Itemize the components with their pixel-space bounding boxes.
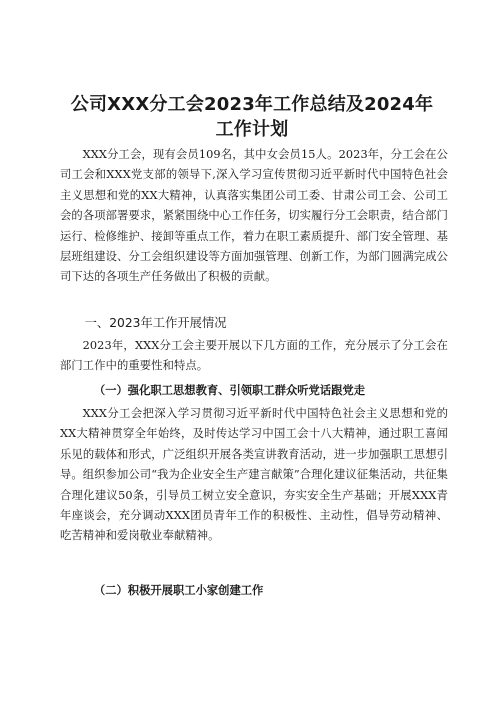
document-title — [56, 92, 448, 142]
section-heading-1: 一、2023年工作开展情况 — [84, 316, 227, 330]
subsection-heading-1: （一）强化职工思想教育、引领职工群众听党话跟党走 — [93, 383, 366, 397]
title-line-1: 公司XXX分工会2023年工作总结及2024年 — [70, 94, 434, 115]
subsection-1-paragraph: XXX分工会把深入学习贯彻习近平新时代中国特色社会主义思想和党的XX大精神贯穿全年始终，及时传达学习中国工会十八大精神，通过职工喜闻乐见的载体和形式，广泛组织开展各类宣讲教育活动，进一步加强职工思想引导。组织参加公司“我为企业安全生产建言献策”合理化建议征集活动，共征集合理化建议50条，引导员工树立安全意识，夯实安全生产基础；开展XXX青年座谈会，充分调动XXX团员青年工作的积极性、主动性，倡导劳动精神、吃苦精神和爱岗敬业奉献精神。 — [60, 407, 448, 543]
intro-paragraph: XXX分工会，现有会员109名，其中女会员15人。2023年，分工会在公司工会和XXX党支部的领导下,深入学习宣传贯彻习近平新时代中国特色社会主义思想和党的XX大精神，认真落实集团公司工委、甘肃公司工会、公司工会的各项部署要求，紧紧围绕中心工作任务，切实履行分工会职责，结合部门运行、检修维护、接卸等重点工作，着力在职工素质提升、部门安全管理、基层班组建设、分工会组织建设等方面加强管理、创新工作，为部门圆满完成公司下达的各项生产任务做出了积极的贡献。 — [60, 148, 448, 284]
subsection-heading-2: （二）积极开展职工小家创建工作 — [93, 583, 264, 597]
document-page — [60, 0, 448, 707]
section-1-intro-paragraph: 2023年，XXX分工会主要开展以下几方面的工作，充分展示了分工会在部门工作中的重要性和特点。 — [60, 339, 448, 373]
title-line-2: 工作计划 — [215, 119, 289, 140]
